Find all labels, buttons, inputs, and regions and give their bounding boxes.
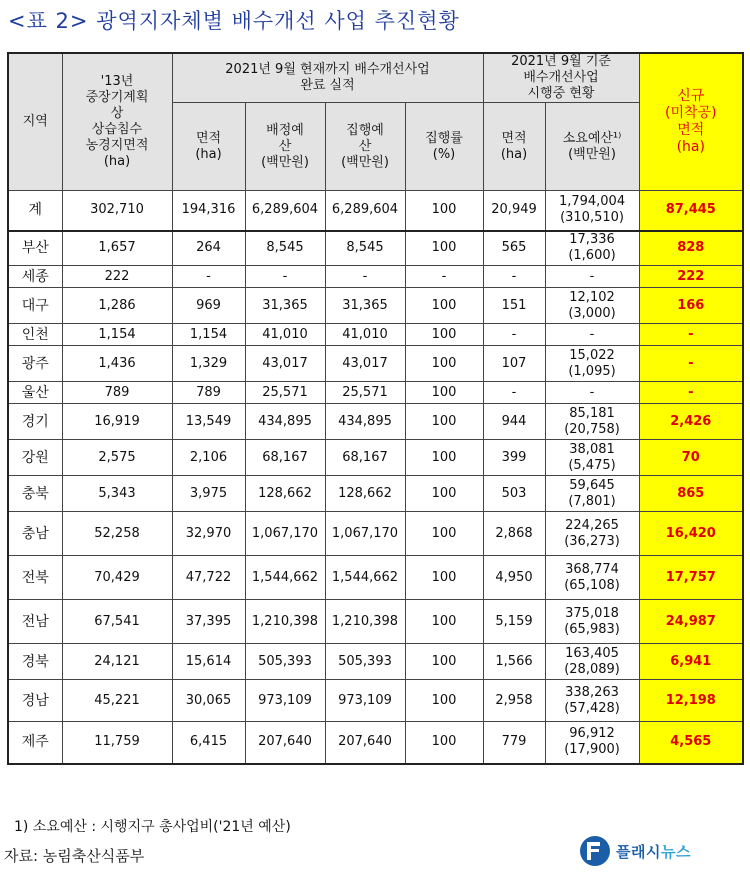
cell-rate: 100 — [405, 440, 483, 476]
cell-required-budget — [545, 191, 639, 231]
cell-plan-area: 45,221 — [62, 680, 172, 722]
cell-allocated: 434,895 — [245, 404, 325, 440]
cell-completed-area: 1,329 — [172, 346, 245, 382]
cell-region: 충남 — [8, 512, 62, 556]
cell-required-budget — [545, 600, 639, 644]
cell-allocated: 1,544,662 — [245, 556, 325, 600]
budget-sub: (65,108) — [564, 577, 620, 593]
table-row — [8, 404, 743, 440]
cell-ongoing-area: 20,949 — [483, 191, 545, 231]
cell-new-area: - — [639, 346, 743, 382]
table-row — [8, 440, 743, 476]
cell-executed: 128,662 — [325, 476, 405, 512]
budget-sub: (28,089) — [564, 661, 620, 677]
cell-rate: 100 — [405, 191, 483, 231]
cell-required-budget — [545, 476, 639, 512]
budget-sub: (310,510) — [560, 210, 624, 226]
budget-main: 375,018 — [565, 605, 619, 621]
cell-plan-area: 1,286 — [62, 288, 172, 324]
cell-plan-area: 2,575 — [62, 440, 172, 476]
header-completed-area: 면적 (ha) — [172, 103, 245, 191]
header-executed-budget: 집행예 산 (백만원) — [325, 103, 405, 191]
cell-region: 대구 — [8, 288, 62, 324]
budget-main: - — [589, 326, 595, 342]
cell-rate: 100 — [405, 644, 483, 680]
cell-executed: 207,640 — [325, 722, 405, 764]
cell-rate: 100 — [405, 404, 483, 440]
budget-sub: (17,900) — [564, 742, 620, 758]
cell-ongoing-area: 944 — [483, 404, 545, 440]
cell-new-area: 87,445 — [639, 191, 743, 231]
cell-completed-area: 6,415 — [172, 722, 245, 764]
table-row — [8, 680, 743, 722]
cell-new-area: 2,426 — [639, 404, 743, 440]
cell-allocated: 43,017 — [245, 346, 325, 382]
budget-sub: (65,983) — [564, 621, 620, 637]
cell-region: 전남 — [8, 600, 62, 644]
cell-ongoing-area: 5,159 — [483, 600, 545, 644]
cell-ongoing-area: - — [483, 382, 545, 404]
budget-main: 224,265 — [565, 517, 619, 533]
table-row — [8, 288, 743, 324]
table-row — [8, 600, 743, 644]
cell-completed-area: 194,316 — [172, 191, 245, 231]
drainage-project-table — [7, 52, 744, 765]
cell-new-area: 70 — [639, 440, 743, 476]
cell-executed: 973,109 — [325, 680, 405, 722]
cell-ongoing-area: - — [483, 324, 545, 346]
cell-rate: - — [405, 266, 483, 288]
budget-main: - — [589, 268, 595, 284]
budget-main: 38,081 — [569, 441, 615, 457]
table-row — [8, 324, 743, 346]
cell-rate: 100 — [405, 600, 483, 644]
cell-new-area: 6,941 — [639, 644, 743, 680]
logo-text-main: 플래시 — [616, 842, 661, 861]
cell-ongoing-area: - — [483, 266, 545, 288]
cell-ongoing-area: 151 — [483, 288, 545, 324]
cell-rate: 100 — [405, 288, 483, 324]
cell-required-budget — [545, 231, 639, 266]
cell-allocated: 31,365 — [245, 288, 325, 324]
cell-completed-area: 3,975 — [172, 476, 245, 512]
table-row — [8, 512, 743, 556]
cell-region: 계 — [8, 191, 62, 231]
cell-completed-area: 264 — [172, 231, 245, 266]
cell-completed-area: 2,106 — [172, 440, 245, 476]
cell-plan-area: 1,657 — [62, 231, 172, 266]
cell-plan-area: 789 — [62, 382, 172, 404]
budget-sub: (7,801) — [568, 493, 616, 509]
source-note: 자료: 농림축산식품부 — [4, 847, 145, 865]
cell-required-budget — [545, 404, 639, 440]
flashnews-logo-icon — [580, 836, 610, 866]
cell-new-area: - — [639, 382, 743, 404]
cell-ongoing-area: 503 — [483, 476, 545, 512]
cell-plan-area: 5,343 — [62, 476, 172, 512]
cell-rate: 100 — [405, 324, 483, 346]
cell-region: 부산 — [8, 231, 62, 266]
table-row — [8, 266, 743, 288]
cell-region: 전북 — [8, 556, 62, 600]
logo-text — [616, 841, 691, 862]
cell-plan-area: 16,919 — [62, 404, 172, 440]
flashnews-logo — [580, 833, 740, 869]
cell-region: 충북 — [8, 476, 62, 512]
header-required-budget: 소요예산¹⁾ (백만원) — [545, 103, 639, 191]
cell-executed: 1,210,398 — [325, 600, 405, 644]
cell-completed-area: 13,549 — [172, 404, 245, 440]
cell-new-area: 24,987 — [639, 600, 743, 644]
header-plan-area: '13년 중장기계획 상 상습침수 농경지면적 (ha) — [62, 53, 172, 191]
cell-allocated: 973,109 — [245, 680, 325, 722]
cell-executed: 1,067,170 — [325, 512, 405, 556]
cell-plan-area: 70,429 — [62, 556, 172, 600]
cell-required-budget — [545, 266, 639, 288]
cell-region: 울산 — [8, 382, 62, 404]
cell-ongoing-area: 107 — [483, 346, 545, 382]
table-row — [8, 722, 743, 764]
cell-plan-area: 11,759 — [62, 722, 172, 764]
budget-main: 96,912 — [569, 726, 615, 742]
budget-main: 12,102 — [569, 289, 615, 305]
cell-plan-area: 1,436 — [62, 346, 172, 382]
cell-ongoing-area: 4,950 — [483, 556, 545, 600]
cell-ongoing-area: 565 — [483, 231, 545, 266]
cell-new-area: 865 — [639, 476, 743, 512]
cell-ongoing-area: 399 — [483, 440, 545, 476]
cell-required-budget — [545, 556, 639, 600]
table-body — [8, 191, 743, 764]
cell-executed: 8,545 — [325, 231, 405, 266]
table-row — [8, 476, 743, 512]
cell-executed: 31,365 — [325, 288, 405, 324]
cell-rate: 100 — [405, 231, 483, 266]
cell-allocated: 128,662 — [245, 476, 325, 512]
cell-region: 경기 — [8, 404, 62, 440]
cell-executed: 6,289,604 — [325, 191, 405, 231]
cell-executed: - — [325, 266, 405, 288]
header-execution-rate: 집행률 (%) — [405, 103, 483, 191]
cell-new-area: 166 — [639, 288, 743, 324]
cell-executed: 434,895 — [325, 404, 405, 440]
cell-new-area: 222 — [639, 266, 743, 288]
budget-main: 15,022 — [569, 347, 615, 363]
cell-plan-area: 302,710 — [62, 191, 172, 231]
cell-required-budget — [545, 288, 639, 324]
header-region: 지역 — [8, 53, 62, 191]
cell-executed: 505,393 — [325, 644, 405, 680]
cell-allocated: 8,545 — [245, 231, 325, 266]
budget-sub: (1,095) — [568, 363, 616, 379]
budget-main: 163,405 — [565, 645, 619, 661]
cell-rate: 100 — [405, 556, 483, 600]
cell-plan-area: 67,541 — [62, 600, 172, 644]
cell-rate: 100 — [405, 722, 483, 764]
table-row — [8, 644, 743, 680]
cell-new-area: 17,757 — [639, 556, 743, 600]
cell-allocated: 6,289,604 — [245, 191, 325, 231]
cell-allocated: 41,010 — [245, 324, 325, 346]
budget-sub: (1,600) — [568, 248, 616, 264]
cell-required-budget — [545, 440, 639, 476]
cell-ongoing-area: 2,958 — [483, 680, 545, 722]
cell-rate: 100 — [405, 512, 483, 556]
cell-completed-area: 37,395 — [172, 600, 245, 644]
budget-main: 1,794,004 — [558, 194, 626, 210]
table-row — [8, 346, 743, 382]
cell-new-area: - — [639, 324, 743, 346]
cell-allocated: 1,067,170 — [245, 512, 325, 556]
footnote: 1) 소요예산 : 시행지구 총사업비('21년 예산) — [14, 819, 291, 835]
header-completed-group: 2021년 9월 현재까지 배수개선사업 완료 실적 — [172, 53, 483, 103]
budget-sub: (3,000) — [568, 305, 616, 321]
table-row — [8, 382, 743, 404]
cell-region: 경남 — [8, 680, 62, 722]
cell-ongoing-area: 779 — [483, 722, 545, 764]
budget-main: 338,263 — [565, 684, 619, 700]
cell-region: 인천 — [8, 324, 62, 346]
header-allocated-budget: 배정예 산 (백만원) — [245, 103, 325, 191]
cell-allocated: 68,167 — [245, 440, 325, 476]
cell-region: 제주 — [8, 722, 62, 764]
cell-allocated: - — [245, 266, 325, 288]
logo-text-accent: 뉴스 — [660, 842, 691, 861]
cell-completed-area: 969 — [172, 288, 245, 324]
cell-allocated: 1,210,398 — [245, 600, 325, 644]
cell-region: 경북 — [8, 644, 62, 680]
cell-completed-area: 47,722 — [172, 556, 245, 600]
cell-completed-area: 15,614 — [172, 644, 245, 680]
budget-sub: (36,273) — [564, 533, 620, 549]
cell-allocated: 207,640 — [245, 722, 325, 764]
cell-completed-area: 30,065 — [172, 680, 245, 722]
cell-executed: 25,571 — [325, 382, 405, 404]
cell-executed: 41,010 — [325, 324, 405, 346]
cell-completed-area: 789 — [172, 382, 245, 404]
cell-required-budget — [545, 644, 639, 680]
cell-required-budget — [545, 382, 639, 404]
cell-completed-area: - — [172, 266, 245, 288]
header-ongoing-area: 면적 (ha) — [483, 103, 545, 191]
cell-executed: 68,167 — [325, 440, 405, 476]
table-row — [8, 556, 743, 600]
cell-plan-area: 24,121 — [62, 644, 172, 680]
budget-main: 17,336 — [569, 232, 615, 248]
cell-rate: 100 — [405, 346, 483, 382]
cell-allocated: 505,393 — [245, 644, 325, 680]
header-new-area: 신규 (미착공) 면적 (ha) — [639, 53, 743, 191]
cell-required-budget — [545, 346, 639, 382]
cell-rate: 100 — [405, 476, 483, 512]
budget-sub: (20,758) — [564, 421, 620, 437]
cell-completed-area: 1,154 — [172, 324, 245, 346]
cell-rate: 100 — [405, 680, 483, 722]
budget-sub: (5,475) — [568, 457, 616, 473]
budget-main: 85,181 — [569, 405, 615, 421]
table-row-total — [8, 191, 743, 231]
cell-plan-area: 222 — [62, 266, 172, 288]
budget-main: 59,645 — [569, 477, 615, 493]
cell-new-area: 4,565 — [639, 722, 743, 764]
cell-new-area: 12,198 — [639, 680, 743, 722]
cell-required-budget — [545, 680, 639, 722]
budget-sub: (57,428) — [564, 700, 620, 716]
budget-main: - — [589, 384, 595, 400]
cell-required-budget — [545, 722, 639, 764]
cell-ongoing-area: 2,868 — [483, 512, 545, 556]
cell-new-area: 16,420 — [639, 512, 743, 556]
cell-region: 강원 — [8, 440, 62, 476]
cell-required-budget — [545, 512, 639, 556]
cell-plan-area: 52,258 — [62, 512, 172, 556]
cell-allocated: 25,571 — [245, 382, 325, 404]
cell-executed: 1,544,662 — [325, 556, 405, 600]
cell-rate: 100 — [405, 382, 483, 404]
cell-region: 세종 — [8, 266, 62, 288]
cell-completed-area: 32,970 — [172, 512, 245, 556]
budget-main: 368,774 — [565, 561, 619, 577]
cell-region: 광주 — [8, 346, 62, 382]
header-ongoing-group: 2021년 9월 기준 배수개선사업 시행중 현황 — [483, 53, 639, 103]
cell-plan-area: 1,154 — [62, 324, 172, 346]
table-title: <표 2> 광역지자체별 배수개선 사업 추진현황 — [8, 9, 460, 33]
cell-ongoing-area: 1,566 — [483, 644, 545, 680]
cell-new-area: 828 — [639, 231, 743, 266]
cell-executed: 43,017 — [325, 346, 405, 382]
table-row — [8, 231, 743, 266]
cell-required-budget — [545, 324, 639, 346]
